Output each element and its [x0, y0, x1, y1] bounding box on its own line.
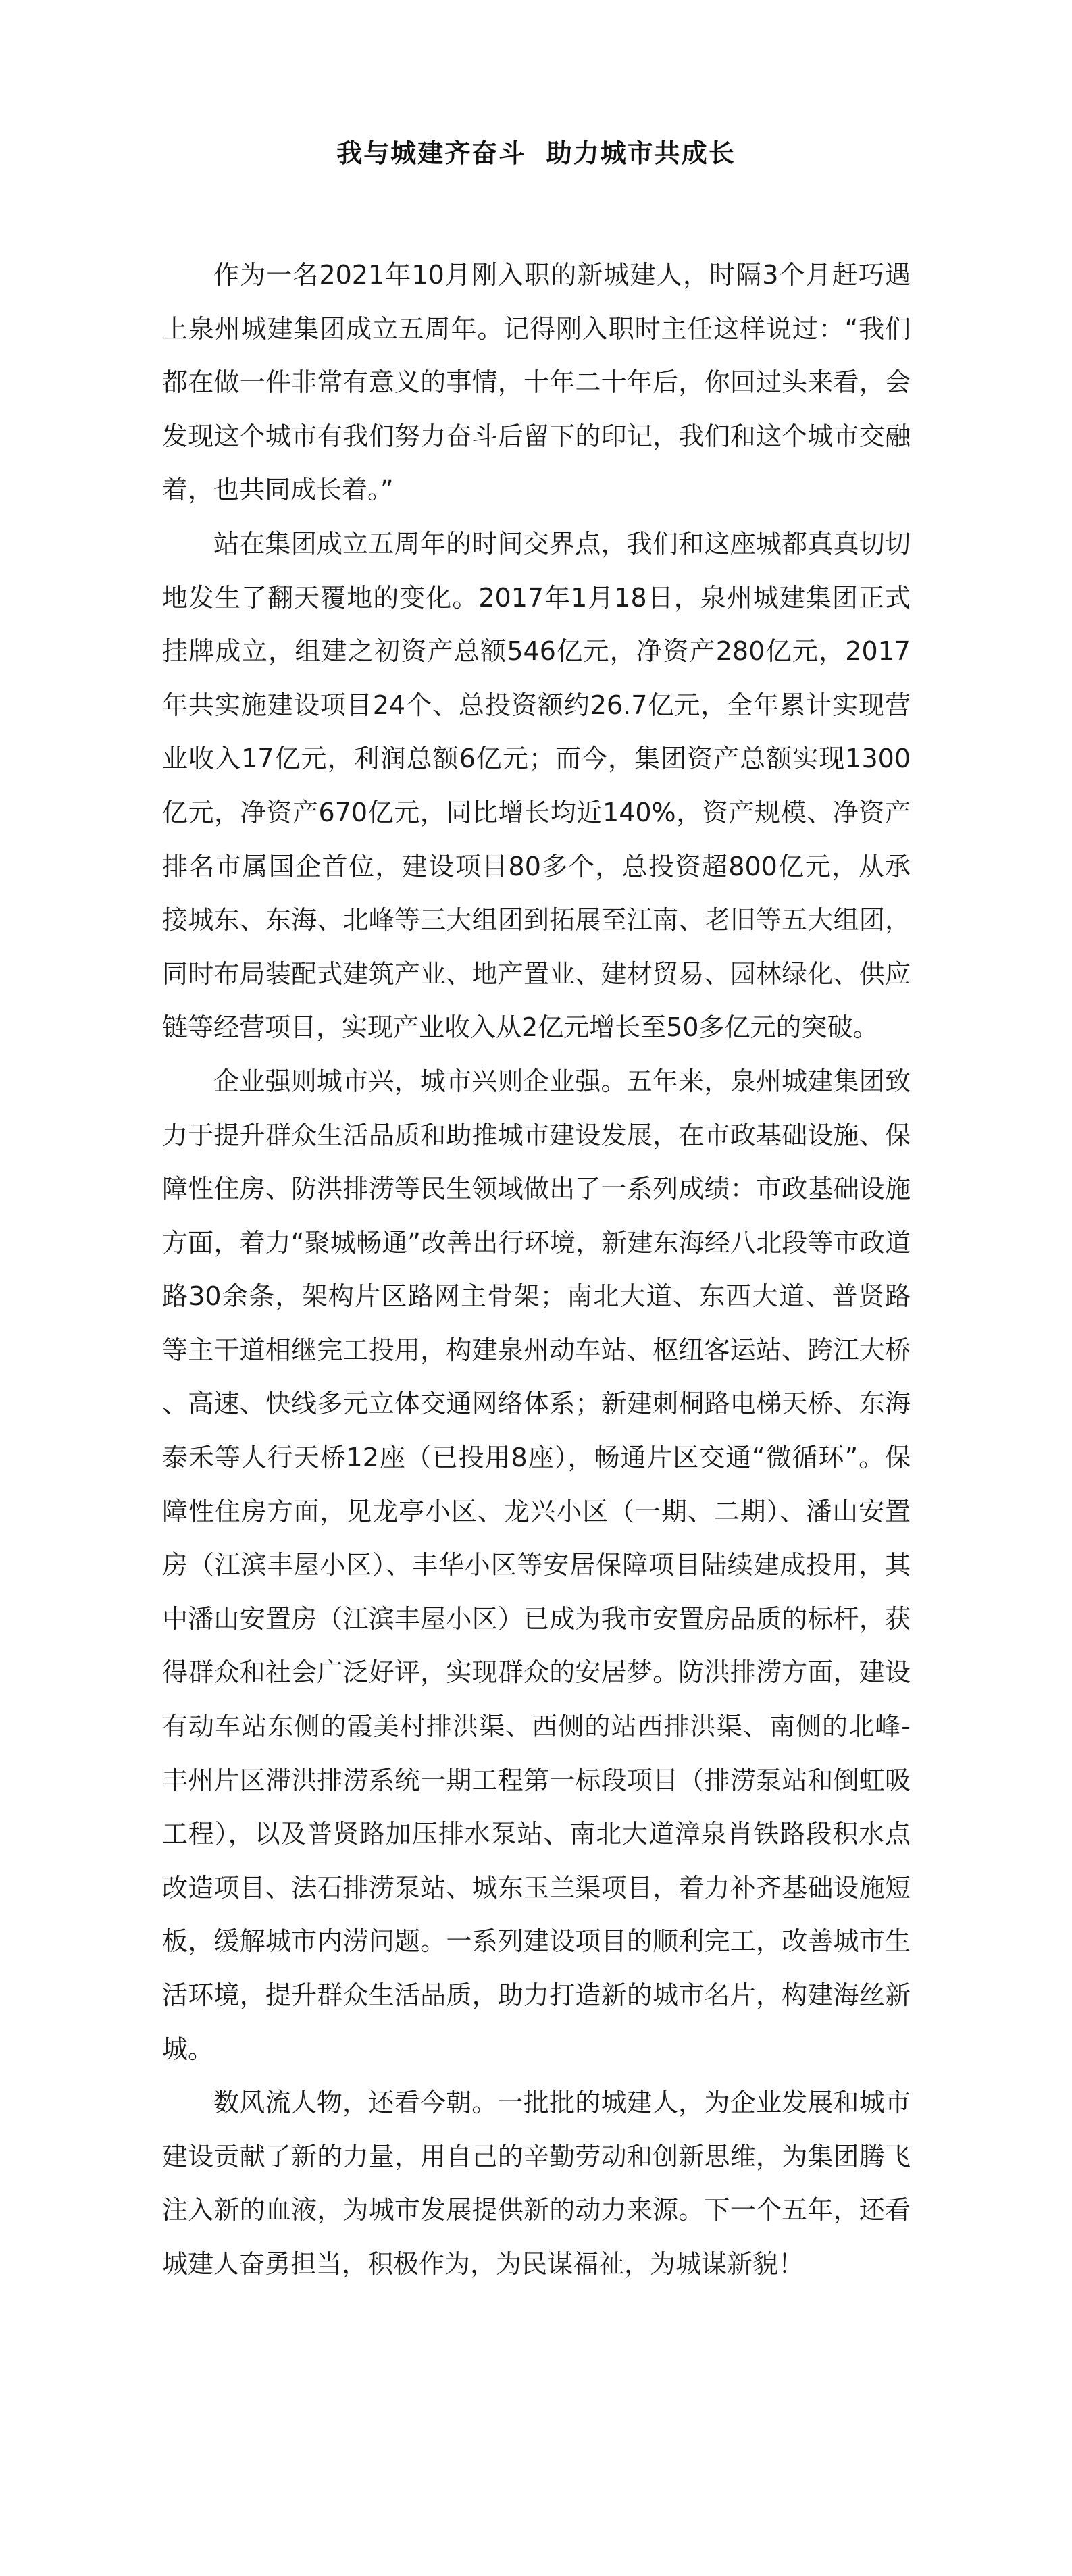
article-body	[162, 249, 911, 2292]
paragraph-five-year-change: 站在集团成立五周年的时间交界点，我们和这座城都真真切切地发生了翻天覆地的变化。2017年1月18日，泉州城建集团正式挂牌成立，组建之初资产总额546亿元，净资产280亿元，2017年共实施建设项目24个、总投资额约26.7亿元，全年累计实现营业收入17亿元，利润总额6亿元；而今，集团资产总额实现1300亿元，净资产670亿元，同比增长均近140%，资产规模、净资产排名市属国企首位，建设项目80多个，总投资超800亿元，从承接城东、东海、北峰等三大组团到拓展至江南、老旧等五大组团，同时布局装配式建筑产业、地产置业、建材贸易、园林绿化、供应链等经营项目，实现产业收入从2亿元增长至50多亿元的突破。	[162, 528, 911, 1043]
paragraph-intro: 作为一名2021年10月刚入职的新城建人，时隔3个月赶巧遇上泉州城建集团成立五周年。记得刚入职时主任这样说过：“我们都在做一件非常有意义的事情，十年二十年后，你回过头来看，会发现这个城市有我们努力奋斗后留下的印记，我们和这个城市交融着，也共同成长着。”	[162, 260, 911, 505]
document-title: 我与城建齐奋斗 助力城市共成长	[336, 138, 736, 168]
paragraph-achievements: 企业强则城市兴，城市兴则企业强。五年来，泉州城建集团致力于提升群众生活品质和助推城市建设发展，在市政基础设施、保障性住房、防洪排涝等民生领域做出了一系列成绩：市政基础设施方面，着力“聚城畅通”改善出行环境，新建东海经八北段等市政道路30余条，架构片区路网主骨架；南北大道、东西大道、普贤路等主干道相继完工投用，构建泉州动车站、枢纽客运站、跨江大桥、高速、快线多元立体交通网络体系；新建刺桐路电梯天桥、东海泰禾等人行天桥12座（已投用8座），畅通片区交通“微循环”。保障性住房方面，见龙亭小区、龙兴小区（一期、二期）、潘山安置房（江滨丰屋小区）、丰华小区等安居保障项目陆续建成投用，其中潘山安置房（江滨丰屋小区）已成为我市安置房品质的标杆，获得群众和社会广泛好评，实现群众的安居梦。防洪排涝方面，建设有动车站东侧的霞美村排洪渠、西侧的站西排洪渠、南侧的北峰-丰州片区滞洪排涝系统一期工程第一标段项目（排涝泵站和倒虹吸工程），以及普贤路加压排水泵站、南北大道漳泉肖铁路段积水点改造项目、法石排涝泵站、城东玉兰渠项目，着力补齐基础设施短板，缓解城市内涝问题。一系列建设项目的顺利完工，改善城市生活环境，提升群众生活品质，助力打造新的城市名片，构建海丝新城。	[162, 1066, 911, 2064]
paragraph-conclusion: 数风流人物，还看今朝。一批批的城建人，为企业发展和城市建设贡献了新的力量，用自己的辛勤劳动和创新思维，为集团腾飞注入新的血液，为城市发展提供新的动力来源。下一个五年，还看城建人奋勇担当，积极作为，为民谋福祉，为城谋新貌！	[162, 2088, 911, 2279]
